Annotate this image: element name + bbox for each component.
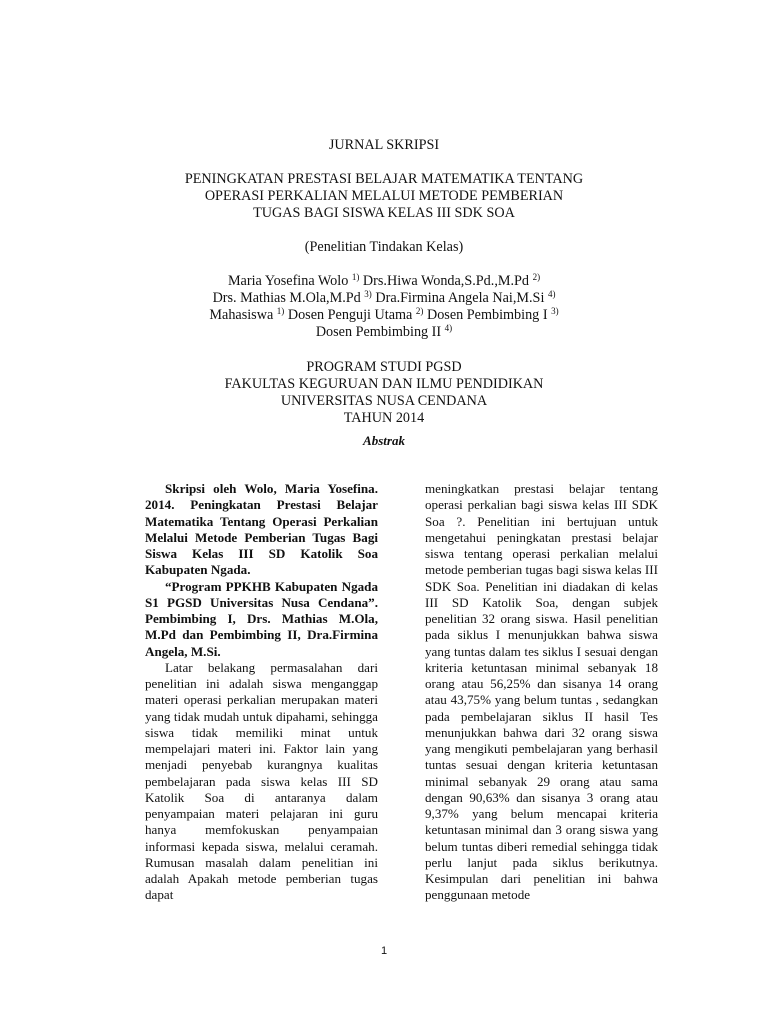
abstract-left-column (145, 481, 378, 904)
author-marker: 1) (351, 272, 360, 282)
abstract-program-note: “Program PPKHB Kabupaten Ngada S1 PGSD Universitas Nusa Cendana”. Pembimbing I, Drs. Mathias M.Ola, M.Pd dan Pembimbing II, Dra.Firmina Angela, M.Si. (145, 578, 378, 659)
year: TAHUN 2014 (343, 410, 425, 426)
author-role-line (0, 307, 768, 324)
paper-title (0, 171, 768, 222)
author-name: Maria Yosefina Wolo (227, 273, 352, 289)
author-line (0, 290, 768, 307)
author-name: Drs.Hiwa Wonda,S.Pd.,M.Pd (359, 273, 533, 289)
abstract-paragraph: meningkatkan prestasi belajar tentang operasi perkalian bagi siswa kelas III SDK Soa ?. Penelitian ini bertujuan untuk mengetahui peningkatan prestasi belajar siswa tentang operasi perkalian melalui metode pemberian tugas bagi siswa kelas III SDK Soa. Penelitian ini diadakan di kelas III SD Katolik Soa, dengan subjek penelitian 32 orang siswa. Hasil penelitian pada siklus I menunjukkan bahwa siswa yang tuntas dalam tes siklus I sesuai dengan kriteria ketuntasan minimal sebanyak 18 orang atau 56,25% dan sisanya 14 orang atau 43,75% yang belum tuntas , sedangkan pada pembelajaran siklus II hasil Tes menunjukkan bahwa dari 32 orang siswa yang mengikuti pembelajaran yang berhasil tuntas sesuai dengan kriteria ketuntasan minimal sebanyak 29 orang atau sama dengan 90,63% dan sisanya 3 orang atau 9,37% yang belum mencapai kriteria ketuntasan minimal dan 3 orang siswa yang belum tuntas diberi remedial sehingga tidak perlu lanjut pada siklus berikutnya. Kesimpulan dari penelitian ini bahwa penggunaan metode (425, 481, 658, 903)
title-line: PENINGKATAN PRESTASI BELAJAR MATEMATIKA TENTANG (184, 171, 584, 187)
author-role: Dosen Pembimbing I (423, 307, 552, 323)
program-name: PROGRAM STUDI PGSD (306, 359, 462, 375)
author-role: Mahasiswa (209, 307, 277, 323)
author-name: Drs. Mathias M.Ola,M.Pd (212, 290, 365, 306)
abstract-paragraph: Latar belakang permasalahan dari penelitian ini adalah siswa menganggap materi operasi perkalian merupakan materi yang tidak mudah untuk dipahami, sehingga siswa tidak memiliki minat untuk mempelajari materi ini. Faktor lain yang menjadi penyebab kurangnya kualitas pembelajaran pada siswa kelas III SD Katolik Soa di antaranya dalam penyampaian materi pelajaran ini guru hanya memfokuskan penyampaian informasi kepada siswa, melalui ceramah. Rumusan masalah dalam penelitian ini adalah Apakah metode pemberian tugas dapat (145, 659, 378, 903)
author-name: Dra.Firmina Angela Nai,M.Si (371, 290, 548, 306)
abstract-heading: Abstrak (363, 433, 405, 448)
research-type: (Penelitian Tindakan Kelas) (304, 239, 464, 255)
author-marker: 1) (276, 306, 285, 316)
title-line: OPERASI PERKALIAN MELALUI METODE PEMBERIAN (204, 188, 564, 204)
author-role: Dosen Pembimbing II (315, 324, 445, 340)
page-number: 1 (380, 945, 388, 957)
abstract-citation: Skripsi oleh Wolo, Maria Yosefina. 2014. Peningkatan Prestasi Belajar Matematika Tentang Operasi Perkalian Melalui Metode Pemberian Tugas Bagi Siswa Kelas III SD Katolik Soa Kabupaten Ngada. (145, 481, 378, 578)
author-role-line (0, 324, 768, 341)
authors-block (0, 273, 768, 341)
author-marker: 4) (444, 323, 453, 333)
journal-label: JURNAL SKRIPSI (328, 137, 440, 153)
author-marker: 2) (532, 272, 541, 282)
institution-block (0, 359, 768, 427)
author-marker: 2) (415, 306, 424, 316)
title-line: TUGAS BAGI SISWA KELAS III SDK SOA (253, 205, 515, 221)
abstract-right-column (425, 481, 658, 904)
author-marker: 4) (547, 289, 556, 299)
university-name: UNIVERSITAS NUSA CENDANA (280, 393, 488, 409)
author-marker: 3) (364, 289, 372, 299)
faculty-name: FAKULTAS KEGURUAN DAN ILMU PENDIDIKAN (224, 376, 544, 392)
author-marker: 3) (551, 306, 559, 316)
author-line (0, 273, 768, 290)
author-role: Dosen Penguji Utama (284, 307, 416, 323)
